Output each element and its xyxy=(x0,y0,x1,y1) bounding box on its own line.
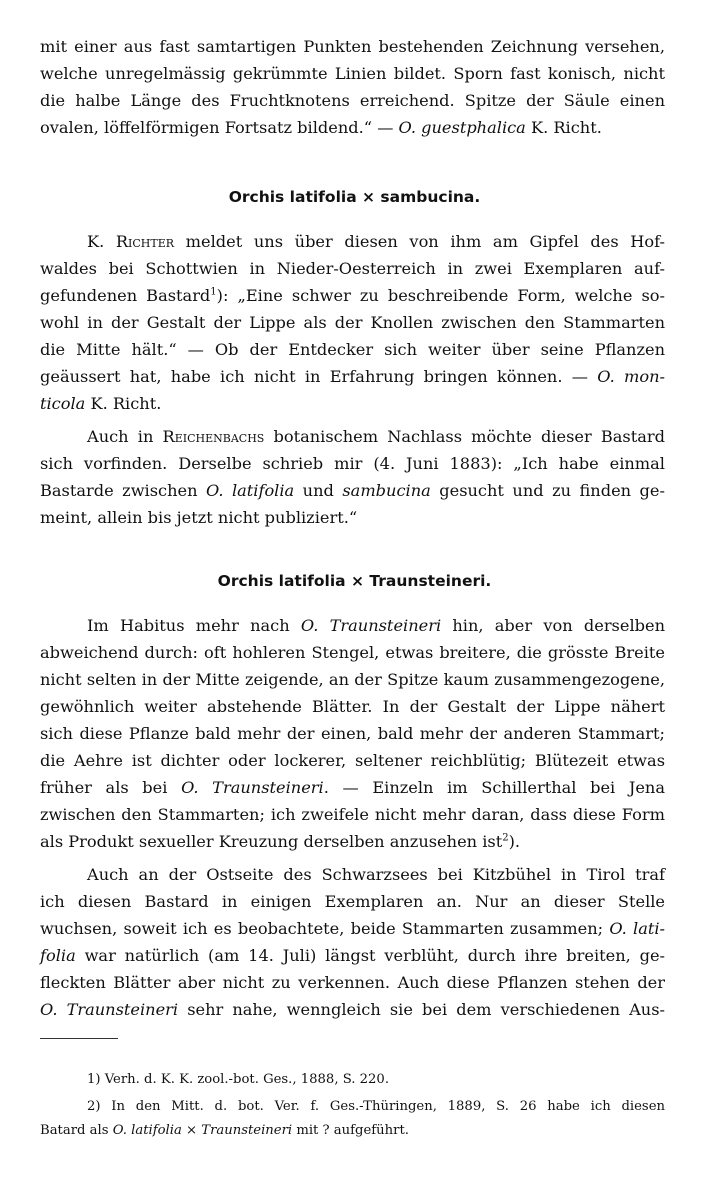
text-line: fleckten Blätter aber nicht zu verkennen. Auch diese Pflanzen stehen der xyxy=(40,973,665,992)
text-line: wohl in der Gestalt der Lippe als der Knollen zwischen den Stammarten xyxy=(40,313,665,332)
species-name: sambucina xyxy=(342,481,431,500)
text-line: früher als bei O. Traunsteineri. — Einzeln im Schillerthal bei Jena xyxy=(40,778,665,797)
footnote-ref[interactable]: 1 xyxy=(210,286,217,298)
text-line: wuchsen, soweit ich es beobachtete, beide Stammarten zusammen; O. lati- xyxy=(40,919,665,938)
text-line: abweichend durch: oft hohleren Stengel, etwas breitere, die grösste Breite xyxy=(40,643,665,662)
text-line: ticola K. Richt. xyxy=(40,394,162,413)
species-name: O. latifolia xyxy=(206,481,295,500)
text-line: K. Richter meldet uns über diesen von ihm am Gipfel des Hof- xyxy=(87,232,666,251)
species-name: O. Traunsteineri xyxy=(300,616,442,635)
section-heading: Orchis latifolia × Traunsteineri. xyxy=(217,572,492,590)
author-name: Reichenbachs xyxy=(162,427,265,446)
species-name: O. guestphalica xyxy=(398,118,526,137)
species-name: ticola xyxy=(40,394,86,413)
text-line: Auch in Reichenbachs botanischem Nachlass möchte dieser Bastard xyxy=(87,427,665,446)
text-line: O. Traunsteineri sehr nahe, wenngleich sie bei dem verschiedenen Aus- xyxy=(40,1000,665,1019)
text-line: geäussert hat, habe ich nicht in Erfahrung bringen können. — O. mon- xyxy=(40,367,665,386)
text-line: sich vorfinden. Derselbe schrieb mir (4. Juni 1883): „Ich habe einmal xyxy=(40,454,665,473)
text-line: Auch an der Ostseite des Schwarzsees bei Kitzbühel in Tirol traf xyxy=(87,865,665,884)
species-name: O. Traunsteineri xyxy=(181,778,324,797)
footnote-2-continued: Batard als O. latifolia × Traunsteineri mit ? aufgeführt. xyxy=(40,1123,409,1138)
species-name: folia xyxy=(40,946,76,965)
footnote-ref[interactable]: 2 xyxy=(502,832,509,844)
footnote-1: 1) Verh. d. K. K. zool.-bot. Ges., 1888, S. 220. xyxy=(87,1072,390,1087)
text-line: nicht selten in der Mitte zeigende, an der Spitze kaum zusammengezogene, xyxy=(40,670,665,689)
text-line: Bastarde zwischen O. latifolia und sambucina gesucht und zu finden ge- xyxy=(40,481,665,500)
author-name: K. Richter xyxy=(87,232,175,251)
species-name: O. Traunsteineri xyxy=(40,1000,179,1019)
text-line: die Mitte hält.“ — Ob der Entdecker sich weiter über seine Pflanzen xyxy=(40,340,665,359)
footnote-divider xyxy=(40,1038,118,1039)
text-line: waldes bei Schottwien in Nieder-Oesterreich in zwei Exemplaren auf- xyxy=(40,259,665,278)
text-line: als Produkt sexueller Kreuzung derselben anzusehen ist$^2$). xyxy=(40,832,521,851)
footnote-2: 2) In den Mitt. d. bot. Ver. f. Ges.-Thüringen, 1889, S. 26 habe ich diesen xyxy=(87,1099,665,1114)
text-line: ich diesen Bastard in einigen Exemplaren an. Nur an dieser Stelle xyxy=(40,892,665,911)
species-name: O. lati- xyxy=(609,919,665,938)
text-line: folia war natürlich (am 14. Juli) längst verblüht, durch ihre breiten, ge- xyxy=(40,946,665,965)
section-heading: Orchis latifolia × sambucina. xyxy=(228,188,481,206)
text-line: gefundenen Bastard$^1$): „Eine schwer zu beschreibende Form, welche so- xyxy=(40,286,665,305)
species-name: O. mon- xyxy=(597,367,665,386)
text-line: zwischen den Stammarten; ich zweifele nicht mehr daran, dass diese Form xyxy=(40,805,665,824)
footnote-number: 2 xyxy=(87,1099,96,1114)
text-line: sich diese Pflanze bald mehr der einen, bald mehr der anderen Stammart; xyxy=(40,724,665,743)
text-line: gewöhnlich weiter abstehende Blätter. In der Gestalt der Lippe nähert xyxy=(40,697,665,716)
text-line: ovalen, löffelförmigen Fortsatz bildend.“ — O. guestphalica K. Richt. xyxy=(40,118,602,137)
text-line: welche unregelmässig gekrümmte Linien bildet. Sporn fast konisch, nicht xyxy=(40,64,665,83)
text-line: die halbe Länge des Fruchtknotens erreichend. Spitze der Säule einen xyxy=(40,91,665,110)
text-line: meint, allein bis jetzt nicht publiziert.“ xyxy=(40,508,358,527)
species-name: O. latifolia × Traunsteineri xyxy=(112,1123,293,1138)
text-line: mit einer aus fast samtartigen Punkten bestehenden Zeichnung versehen, xyxy=(40,37,665,56)
text-line: Im Habitus mehr nach O. Traunsteineri hin, aber von derselben xyxy=(87,616,665,635)
footnote-number: 1 xyxy=(87,1072,96,1087)
text-line: die Aehre ist dichter oder lockerer, seltener reichblütig; Blütezeit etwas xyxy=(40,751,665,770)
